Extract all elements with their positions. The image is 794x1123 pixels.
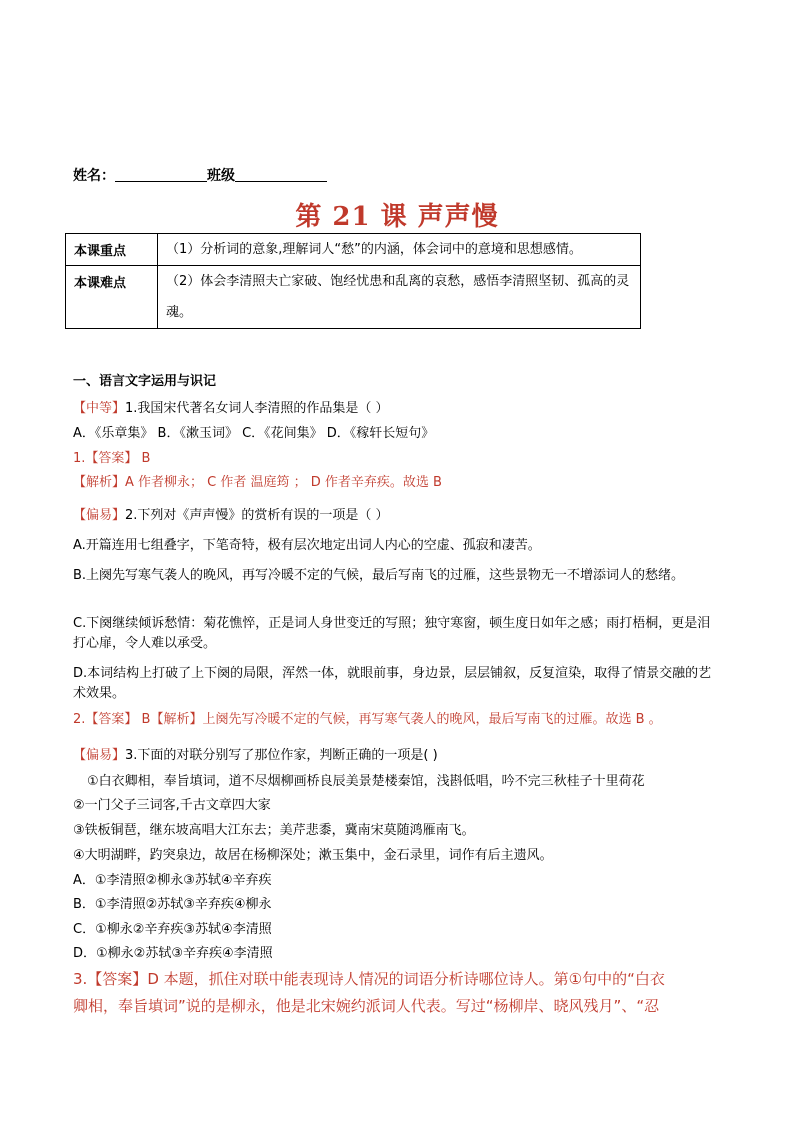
q2-option-d: D.本词结构上打破了上下阕的局限，浑然一体，就眼前事，身边景，层层铺叙，反复渲染，取得了情景交融的艺术效果。 [73, 666, 712, 701]
q3-answer-line [73, 966, 665, 992]
name-label: 姓名： [73, 168, 115, 184]
table-row [66, 234, 641, 266]
name-class-line [73, 165, 327, 185]
name-blank[interactable] [115, 167, 207, 182]
q3-option-d: D．①柳永②苏轼③辛弃疾④李清照 [73, 946, 273, 961]
q3-answer-label: 3.【答案】 [73, 970, 148, 988]
table-row [66, 266, 641, 329]
q2-tag: 【偏易】 [73, 508, 126, 523]
q1-analysis-label: 【解析】 [73, 475, 126, 490]
section-heading: 一、语言文字运用与识记 [73, 374, 217, 389]
q2-stem: 2.下列对《声声慢》的赏析有误的一项是（ ） [125, 508, 389, 523]
class-blank[interactable] [235, 167, 327, 182]
q2-option-c: C.下阕继续倾诉愁情：菊花憔悴，正是词人身世变迁的写照；独守寒窗，顿生度日如年之感；雨打梧桐，更是泪打心扉，令人难以承受。 [73, 616, 711, 651]
q1-analysis: A 作者柳永； C 作者 温庭筠 ； D 作者辛弃疾。故选 B [125, 475, 442, 490]
q2-stem-line [73, 506, 389, 526]
difficulty-body: （2）体会李清照夫亡家破、饱经忧患和乱离的哀愁，感悟李清照坚韧、孤高的灵魂。 [158, 266, 641, 329]
q3-answer-text-2: 卿相，奉旨填词”说的是柳永，他是北宋婉约派词人代表。写过“杨柳岸、晓风残月”、“忍 [73, 997, 660, 1015]
focus-table [65, 233, 641, 329]
q3-tag: 【偏易】 [73, 748, 126, 763]
difficulty-head: 本课难点 [66, 266, 158, 329]
q3-stem: 3.下面的对联分别写了那位作家，判断正确的一项是( ) [125, 748, 438, 763]
q2-analysis: 上阕先写冷暖不定的气候，再写寒气袭人的晚风，最后写南飞的过雁。故选 B 。 [202, 712, 662, 727]
q3-couplet-3: ③铁板铜琶，继东坡高唱大江东去；美芹悲黍，冀南宋莫随鸿雁南飞。 [73, 823, 475, 838]
q1-analysis-line [73, 473, 442, 493]
q1-options: A．《乐章集》 B．《漱玉词》 C．《花间集》 D．《稼轩长短句》 [73, 426, 435, 441]
q2-answer: B [141, 712, 151, 727]
q3-stem-line [73, 746, 438, 766]
class-label: 班级 [207, 168, 235, 184]
q3-option-a: A．①李清照②柳永③苏轼④辛弃疾 [73, 873, 272, 888]
q3-answer-text-1: D 本题，抓住对联中能表现诗人情况的词语分析诗哪位诗人。第①句中的“白衣 [147, 970, 665, 988]
focus-body: （1）分析词的意象,理解词人“愁”的内涵，体会词中的意境和思想感情。 [158, 234, 641, 266]
q3-option-c: C．①柳永②辛弃疾③苏轼④李清照 [73, 922, 272, 937]
q1-stem: 1.我国宋代著名女词人李清照的作品集是（ ） [125, 401, 389, 416]
q2-answer-label: 2.【答案】 [73, 712, 138, 727]
q1-answer-line [73, 449, 150, 469]
focus-head: 本课重点 [66, 234, 158, 266]
lesson-title: 第 21 课 声声慢 [295, 202, 499, 232]
q1-stem-line [73, 399, 733, 419]
q2-answer-line [73, 710, 743, 730]
q2-option-a: A.开篇连用七组叠字，下笔奇特，极有层次地定出词人内心的空虚、孤寂和凄苦。 [73, 538, 541, 553]
q3-couplet-2: ②一门父子三词客,千古文章四大家 [73, 798, 271, 813]
q1-tag: 【中等】 [73, 401, 126, 416]
q2-analysis-label: 【解析】 [150, 712, 203, 727]
q2-option-b: B.上阕先写寒气袭人的晚风，再写冷暖不定的气候，最后写南飞的过雁，这些景物无一不增添词人的愁绪。 [73, 568, 685, 583]
q3-couplet-1: ①白衣卿相，奉旨填词，道不尽烟柳画桥良辰美景楚楼秦馆，浅斟低唱，吟不完三秋桂子十里荷花 [87, 774, 645, 789]
q3-couplet-4: ④大明湖畔，趵突泉边，故居在杨柳深处；漱玉集中，金石录里，词作有后主遗风。 [73, 848, 553, 863]
q3-option-b: B．①李清照②苏轼③辛弃疾④柳永 [73, 897, 272, 912]
q1-answer-label: 1.【答案】 [73, 451, 138, 466]
q1-answer: B [141, 451, 151, 466]
